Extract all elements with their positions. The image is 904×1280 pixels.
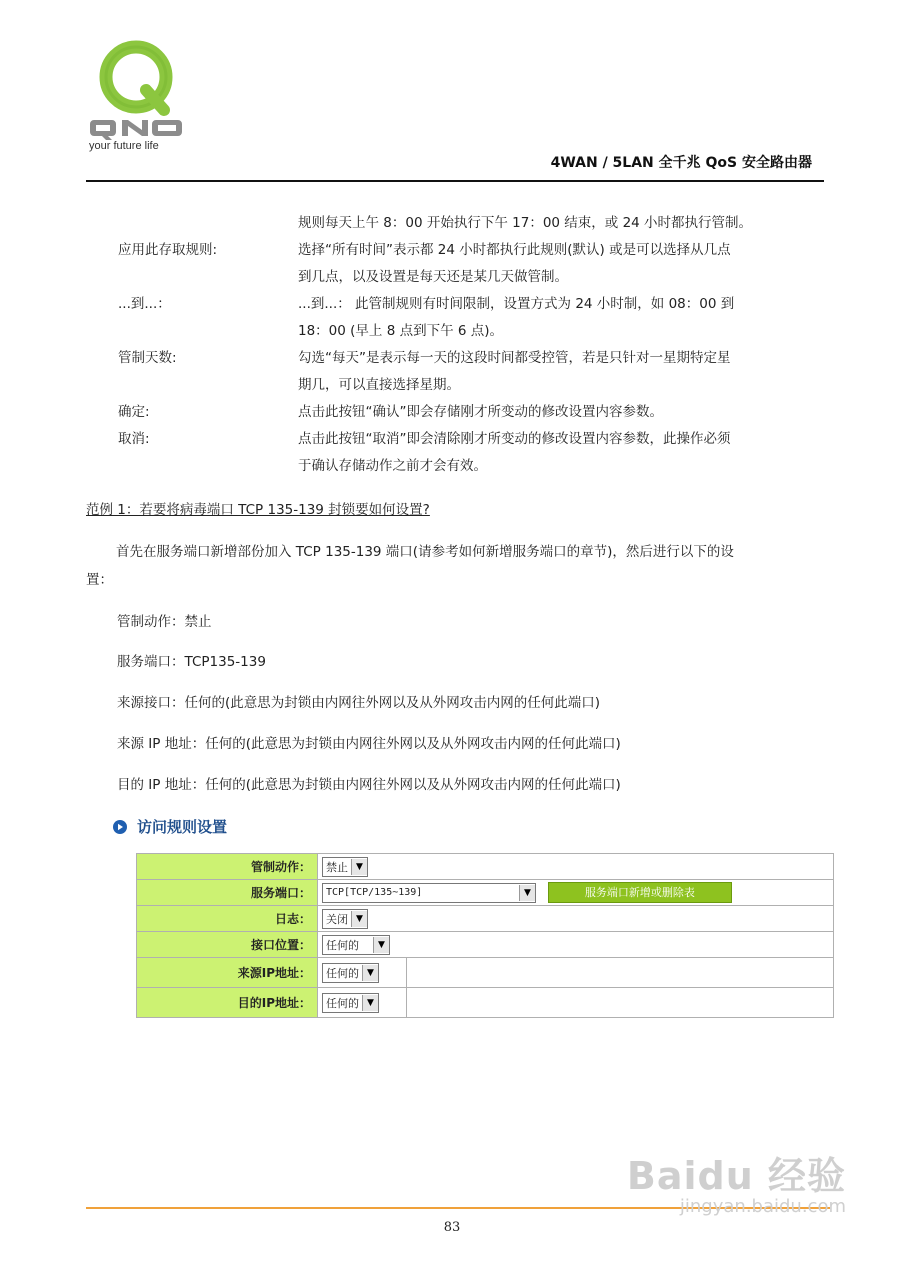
definition-row xyxy=(118,291,808,345)
destination-ip-detail-cell xyxy=(407,988,834,1018)
form-row xyxy=(137,932,834,958)
example-intro xyxy=(86,538,826,594)
form-label: 目的IP地址： xyxy=(137,988,318,1018)
definition-list xyxy=(118,210,808,480)
example-title: 范例 1：若要将病毒端口 TCP 135-139 封锁要如何设置? xyxy=(86,502,430,518)
dropdown-arrow-icon: ▼ xyxy=(362,995,378,1011)
definition-line: 点击此按钮“取消”即会清除刚才所变动的修改设置内容参数，此操作必须 xyxy=(298,431,731,447)
play-circle-icon xyxy=(113,820,127,834)
form-label: 管制动作： xyxy=(137,854,318,880)
setting-source-ip: 来源 IP 地址：任何的(此意思为封锁由内网往外网以及从外网攻击内网的任何此端口) xyxy=(117,736,621,752)
destination-ip-select[interactable]: 任何的 ▼ xyxy=(322,993,379,1013)
dropdown-arrow-icon: ▼ xyxy=(362,965,378,981)
definition-line: 勾选“每天”是表示每一天的这段时间都受控管，若是只针对一星期特定星 xyxy=(298,350,731,366)
document-header-title: 4WAN / 5LAN 全千兆 QoS 安全路由器 xyxy=(550,155,812,171)
qno-logo xyxy=(88,40,188,155)
intro-line: 首先在服务端口新增部份加入 TCP 135-139 端口(请参考如何新增服务端口的章节)，然后进行以下的设 xyxy=(116,544,734,560)
setting-destination-ip: 目的 IP 地址：任何的(此意思为封锁由内网往外网以及从外网攻击内网的任何此端口) xyxy=(117,777,621,793)
form-row xyxy=(137,958,834,988)
setting-control-action: 管制动作：禁止 xyxy=(117,614,212,630)
form-section-heading xyxy=(113,816,227,837)
setting-service-port: 服务端口：TCP135-139 xyxy=(117,654,266,670)
watermark-url: jingyan.baidu.com xyxy=(679,1196,846,1217)
dropdown-arrow-icon: ▼ xyxy=(519,885,535,901)
form-row xyxy=(137,906,834,932)
definition-line: ...到...： 此管制规则有时间限制，设置方式为 24 小时制，如 08：00 到 xyxy=(298,296,735,312)
form-heading-text: 访问规则设置 xyxy=(137,818,228,836)
definition-line: 18：00 (早上 8 点到下午 6 点)。 xyxy=(298,323,504,339)
definition-row xyxy=(118,210,808,237)
form-row xyxy=(137,854,834,880)
definition-row xyxy=(118,237,808,291)
definition-term: 管制天数: xyxy=(118,350,177,366)
control-action-select[interactable]: 禁止 ▼ xyxy=(322,857,368,877)
baidu-watermark xyxy=(627,1145,846,1217)
definition-row xyxy=(118,426,808,480)
definition-term: 取消: xyxy=(118,431,150,447)
definition-line: 到几点，以及设置是每天还是某几天做管制。 xyxy=(298,269,568,285)
definition-term xyxy=(118,210,298,237)
definition-line: 规则每天上午 8：00 开始执行下午 17：00 结束，或 24 小时都执行管制。 xyxy=(298,215,753,231)
access-rule-form xyxy=(136,853,834,1018)
qno-wordmark xyxy=(90,120,182,140)
definition-term: ...到...： xyxy=(118,296,171,312)
intro-line: 置： xyxy=(86,572,113,588)
form-row xyxy=(137,988,834,1018)
dropdown-arrow-icon: ▼ xyxy=(351,911,367,927)
form-label: 来源IP地址： xyxy=(137,958,318,988)
watermark-main: Baidu 经验 xyxy=(626,1154,846,1198)
log-select[interactable]: 关闭 ▼ xyxy=(322,909,368,929)
definition-row xyxy=(118,399,808,426)
definition-line: 点击此按钮“确认”即会存储刚才所变动的修改设置内容参数。 xyxy=(298,404,663,420)
interface-select[interactable]: 任何的 ▼ xyxy=(322,935,390,955)
definition-line: 期几，可以直接选择星期。 xyxy=(298,377,460,393)
source-ip-detail-cell xyxy=(407,958,834,988)
setting-source-interface: 来源接口：任何的(此意思为封锁由内网往外网以及从外网攻击内网的任何此端口) xyxy=(117,695,601,711)
form-label: 服务端口： xyxy=(137,880,318,906)
dropdown-arrow-icon: ▼ xyxy=(373,937,389,953)
logo-tagline: your future life xyxy=(89,140,159,152)
form-label: 日志： xyxy=(137,906,318,932)
header-divider xyxy=(86,180,824,182)
dropdown-arrow-icon: ▼ xyxy=(351,859,367,875)
definition-row xyxy=(118,345,808,399)
definition-term: 应用此存取规则: xyxy=(118,242,218,258)
source-ip-select[interactable]: 任何的 ▼ xyxy=(322,963,379,983)
form-label: 接口位置： xyxy=(137,932,318,958)
definition-line: 选择“所有时间”表示都 24 小时都执行此规则(默认) 或是可以选择从几点 xyxy=(298,242,731,258)
service-port-select[interactable]: TCP[TCP/135~139] ▼ xyxy=(322,883,536,903)
definition-term: 确定: xyxy=(118,404,150,420)
definition-line: 于确认存储动作之前才会有效。 xyxy=(298,458,487,474)
form-row xyxy=(137,880,834,906)
service-port-manage-button[interactable]: 服务端口新增或删除表 xyxy=(548,882,732,903)
page-number: 83 xyxy=(443,1220,461,1235)
